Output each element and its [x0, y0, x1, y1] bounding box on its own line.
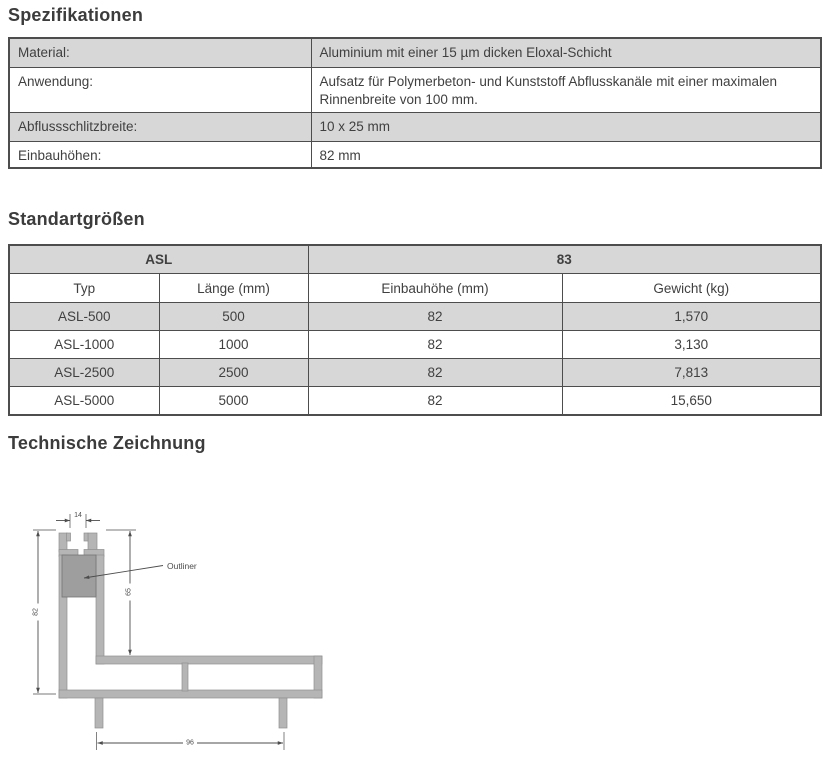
spec-label-abflussschlitzbreite: Abflussschlitzbreite:: [9, 112, 311, 141]
cell-laenge: 500: [159, 303, 308, 331]
spec-label-anwendung: Anwendung:: [9, 67, 311, 112]
section-title-technische-zeichnung: Technische Zeichnung: [8, 433, 206, 453]
cell-laenge: 2500: [159, 359, 308, 387]
cell-einbauhoehe: 82: [308, 331, 562, 359]
outliner-label: Outliner: [167, 561, 197, 571]
dimension-label-base-width: 96: [186, 739, 194, 747]
spec-value-abflussschlitzbreite: 10 x 25 mm: [311, 112, 821, 141]
spec-value-anwendung: Aufsatz für Polymerbeton- und Kunststoff Abflusskanäle mit einer maximalen Rinnenbreite von 100 mm.: [311, 67, 821, 112]
slot-lip-left: [67, 533, 71, 541]
dimension-label-slot-width: 14: [74, 512, 82, 519]
spec-label-material: Material:: [9, 38, 311, 67]
column-header-gewicht: Gewicht (kg): [562, 274, 821, 303]
right-wall: [96, 555, 104, 664]
dimension-lines: [32, 512, 285, 750]
cell-typ: ASL-2500: [9, 359, 159, 387]
column-header-typ: Typ: [9, 274, 159, 303]
cell-einbauhoehe: 82: [308, 359, 562, 387]
outliner-insert: [62, 555, 96, 597]
spec-value-einbauhoehen: 82 mm: [311, 141, 821, 168]
section-title-spezifikationen: Spezifikationen: [8, 5, 144, 25]
spec-label-einbauhoehen: Einbauhöhen:: [9, 141, 311, 168]
column-header-einbauhoehe: Einbauhöhe (mm): [308, 274, 562, 303]
cell-einbauhoehe: 82: [308, 387, 562, 416]
cell-gewicht: 15,650: [562, 387, 821, 416]
cell-typ: ASL-1000: [9, 331, 159, 359]
dimension-label-overall-height: 82: [32, 608, 40, 616]
cell-typ: ASL-5000: [9, 387, 159, 416]
spec-value-material: Aluminium mit einer 15 µm dicken Eloxal-Schicht: [311, 38, 821, 67]
arm-divider: [182, 663, 188, 691]
section-title-standartgroessen: Standartgrößen: [8, 209, 145, 229]
cell-einbauhoehe: 82: [308, 303, 562, 331]
leg-left: [95, 698, 103, 728]
arm-bottom: [59, 690, 322, 698]
cell-laenge: 5000: [159, 387, 308, 416]
cell-gewicht: 7,813: [562, 359, 821, 387]
group-header-asl: ASL: [9, 245, 308, 274]
cell-gewicht: 3,130: [562, 331, 821, 359]
arm-top: [96, 656, 322, 664]
leg-right: [279, 698, 287, 728]
column-header-laenge: Länge (mm): [159, 274, 308, 303]
cell-laenge: 1000: [159, 331, 308, 359]
slot-lip-right: [84, 533, 88, 541]
cell-gewicht: 1,570: [562, 303, 821, 331]
group-header-83: 83: [308, 245, 821, 274]
cell-typ: ASL-500: [9, 303, 159, 331]
dimension-label-inner-height: 65: [125, 588, 133, 596]
